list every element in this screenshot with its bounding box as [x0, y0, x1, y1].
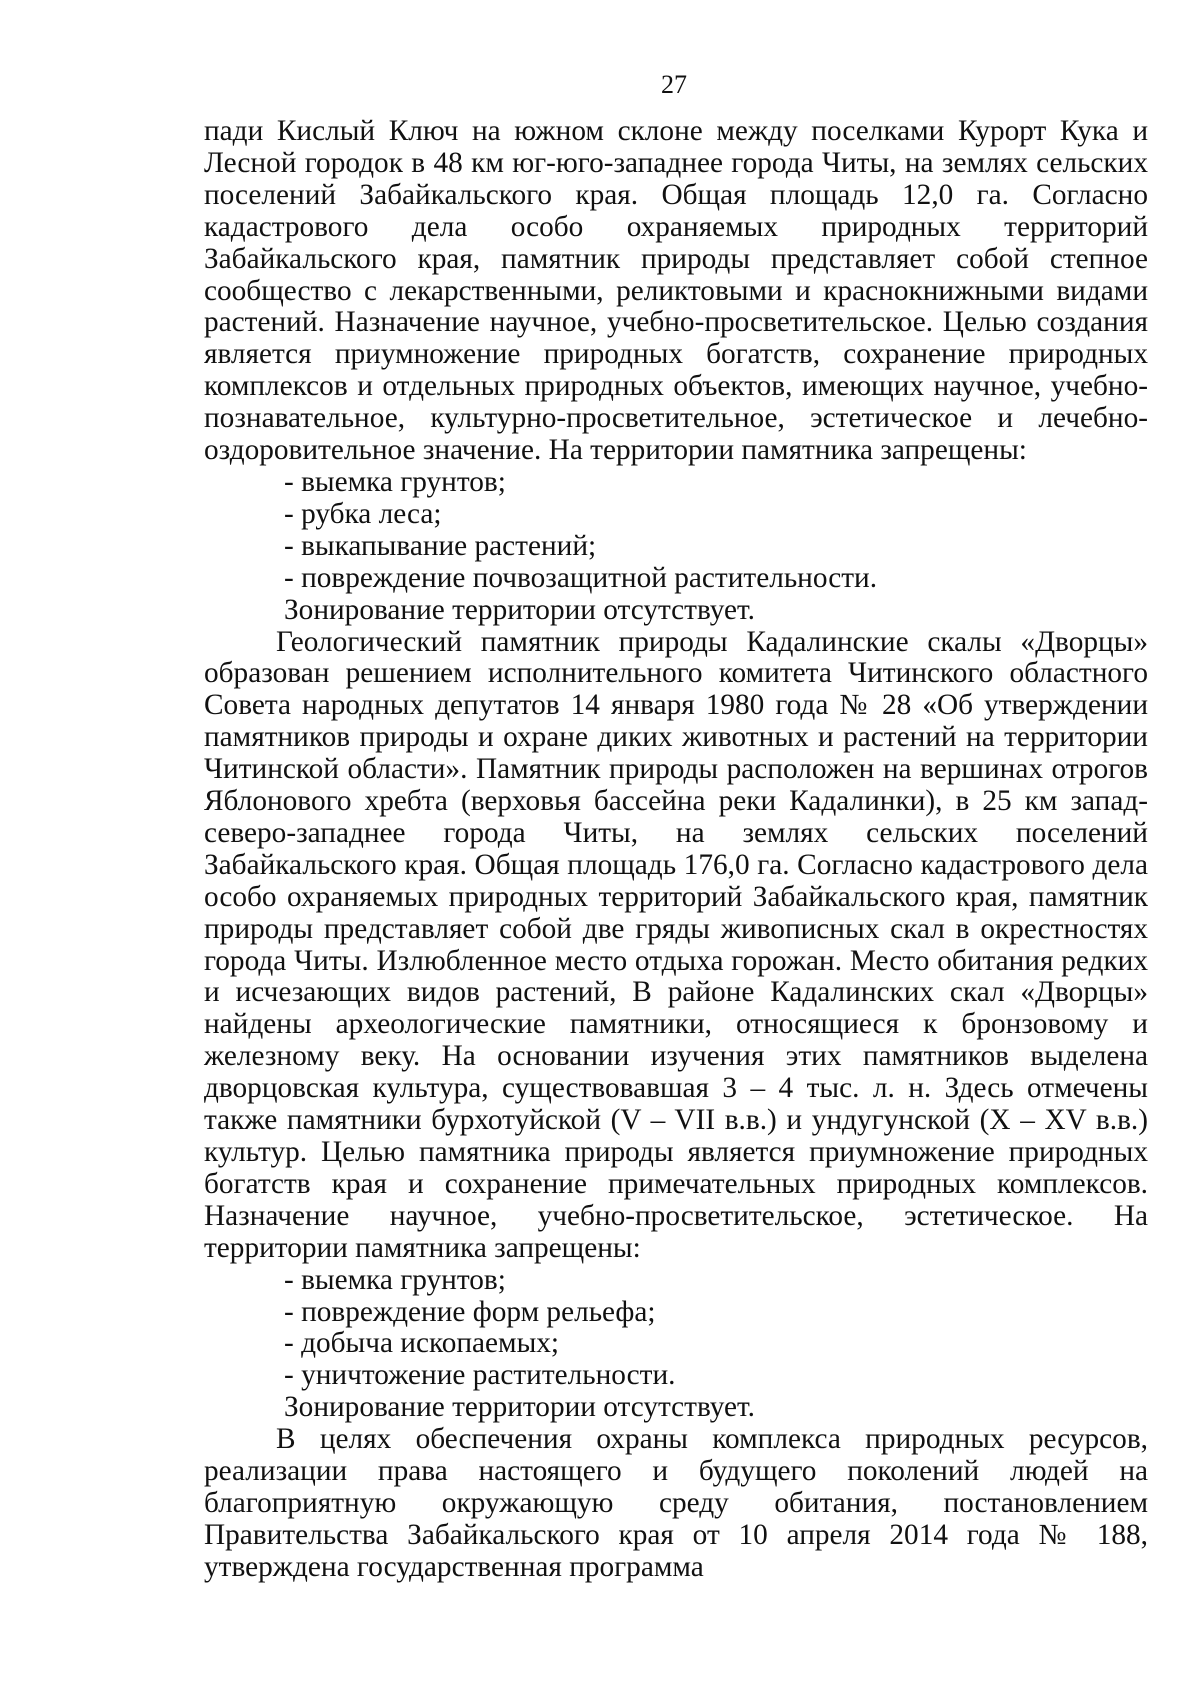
- zoning-note-section1: Зонирование территории отсутствует.: [284, 593, 755, 626]
- paragraph-section1-intro: пади Кислый Ключ на южном склоне между поселками Курорт Кука и Лесной городок в 48 км юг-юго-западнее города Читы, на землях сельских поселений Забайкальского края. Общая площадь 12,0 га. Согласно кадастрового дела особо охраняемых природных территорий Забайкальского края, памятник природы представляет собой степное сообщество с лекарственными, реликтовыми и краснокнижными видами растений. Назначение научное, учебно-просветительское. Целью создания является приумножение природных богатств, сохранение природных комплексов и отдельных природных объектов, имеющих научное, учебно-познавательное, культурно-просветительное, эстетическое и лечебно-оздоровительное значение. На территории памятника запрещены:: [204, 115, 1148, 467]
- document-body: [204, 116, 1148, 1584]
- zoning-note-section2: Зонирование территории отсутствует.: [284, 1391, 755, 1424]
- list-item-section1-2: - выкапывание растений;: [284, 529, 597, 562]
- list-item-section2-3: - уничтожение растительности.: [284, 1359, 676, 1392]
- paragraph-section2-intro: Геологический памятник природы Кадалинские скалы «Дворцы» образован решением исполнительного комитета Читинского областного Совета народных депутатов 14 января 1980 года № 28 «Об утверждении памятников природы и охране диких животных и растений на территории Читинской области». Памятник природы расположен на вершинах отрогов Яблонового хребта (верховья бассейна реки Кадалинки), в 25 км запад-северо-западнее города Читы, на землях сельских поселений Забайкальского края. Общая площадь 176,0 га. Согласно кадастрового дела особо охраняемых природных территорий Забайкальского края, памятник природы представляет собой две гряды живописных скал в окрестностях города Читы. Излюбленное место отдыха горожан. Место обитания редких и исчезающих видов растений, В районе Кадалинских скал «Дворцы» найдены археологические памятники, относящиеся к бронзовому и железному веку. На основании изучения этих памятников выделена дворцовская культура, существовавшая 3 – 4 тыс. л. н. Здесь отмечены также памятники бурхотуйской (V – VII в.в.) и ундугунской (X – XV в.в.) культур. Целью памятника природы является приумножение природных богатств края и сохранение примечательных природных комплексов. Назначение научное, учебно-просветительское, эстетическое. На территории памятника запрещены:: [204, 625, 1148, 1264]
- list-item-section1-0: - выемка грунтов;: [284, 465, 506, 498]
- list-item-section1-3: - повреждение почвозащитной растительности.: [284, 561, 878, 594]
- list-item-section2-0: - выемка грунтов;: [284, 1263, 506, 1296]
- page-number: 27: [661, 70, 687, 99]
- list-item-section2-1: - повреждение форм рельефа;: [284, 1295, 656, 1328]
- list-item-section1-1: - рубка леса;: [284, 497, 442, 530]
- list-item-section2-2: - добыча ископаемых;: [284, 1327, 560, 1360]
- paragraph-section3-intro: В целях обеспечения охраны комплекса природных ресурсов, реализации права настоящего и будущего поколений людей на благоприятную окружающую среду обитания, постановлением Правительства Забайкальского края от 10 апреля 2014 года № 188, утверждена государственная программа: [204, 1423, 1148, 1583]
